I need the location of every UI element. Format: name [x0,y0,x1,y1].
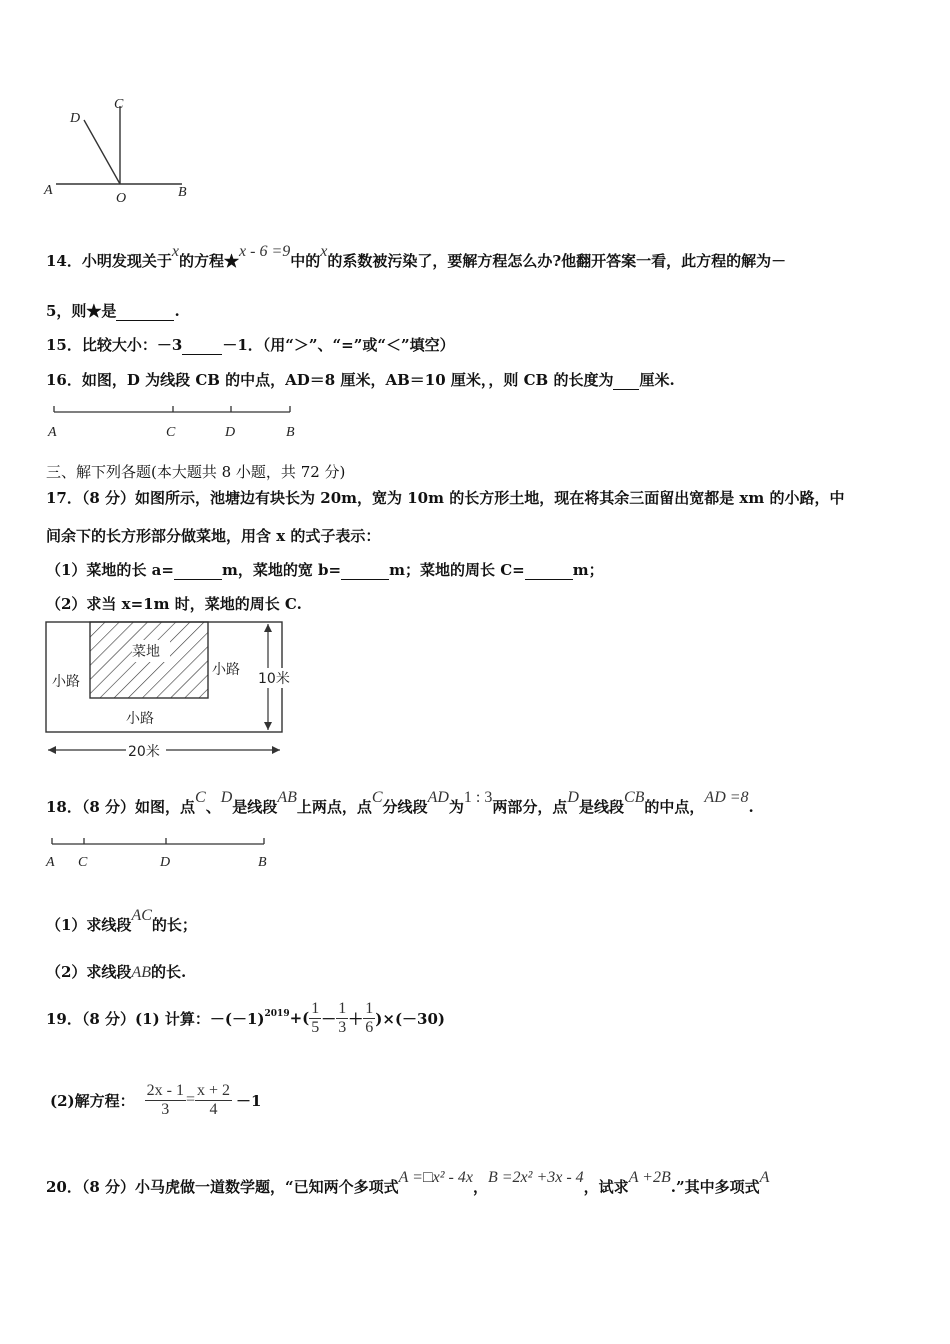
fraction: $\frac{1}{5}$ [311,999,320,1036]
question-19-part-1: 19．（8 分）(1) 计算：－(－1) $^{2019}$ +( $\frac{1}{5}$ － $\frac{1}{3}$ ＋ $\frac{1}{6}$ )×(－30) [46,999,446,1036]
point-label-a: A [44,183,53,198]
path-right-label: 小路 [212,662,240,678]
point-label-d: D [160,855,171,870]
point-label-b: B [286,425,295,440]
question-20: 20．（8 分）小马虎做一道数学题，“已知两个多项式A =□x² - 4x，B =2x² +3x - 4，试求A +2B.”其中多项式A [46,1169,770,1196]
question-18: 18．（8 分）如图，点C、D是线段AB上两点，点C分线段AD为1 : 3两部分，点D是线段CB的中点，AD =8. [46,789,754,816]
segment-figure-18 [40,830,280,874]
answer-blank [174,561,222,580]
point-label-b: B [178,185,187,200]
fraction: $\frac{1}{3}$ [338,999,347,1036]
fraction: $\frac{2x - 1}{3}$ [146,1081,184,1118]
fraction: $\frac{x + 2}{4}$ [197,1081,231,1118]
segment-figure-16 [40,398,310,442]
length-label: 20米 [128,744,160,760]
point-label-a: A [48,425,57,440]
fraction: $\frac{1}{6}$ [365,999,374,1036]
question-16: 16．如图，D 为线段 CB 的中点，AD＝8 厘米，AB＝10 厘米，，则 CB 的长度为 厘米. [46,371,675,389]
answer-blank [116,302,174,321]
point-label-d: D [70,111,81,126]
question-19-part-2: (2)解方程： $\frac{2x - 1}{3}$ = $\frac{x + 2}{4}$ －1 [50,1081,262,1118]
point-label-o: O [116,191,127,206]
answer-blank [341,561,389,580]
question-18-part-1: （1）求线段AC的长； [46,907,197,934]
width-label: 10米 [258,671,290,687]
section-title: 三、解下列各题(本大题共 8 小题，共 72 分) [46,463,346,481]
question-18-part-2: （2）求线段AB的长. [46,963,187,981]
garden-figure [40,616,300,766]
point-label-d: D [225,425,236,440]
question-14-line-1: 14．小明发现关于x的方程★x - 6 =9中的x的系数被污染了，要解方程怎么办?他翻开答案一看，此方程的解为－ [46,243,787,270]
answer-blank [182,336,222,355]
point-label-b: B [258,855,267,870]
angle-figure [40,92,210,212]
answer-blank [525,561,573,580]
question-14-line-2: 5，则★是 . [46,302,180,320]
question-17-line-2: 间余下的长方形部分做菜地，用含 x 的式子表示： [46,527,381,545]
point-label-c: C [78,855,88,870]
question-17-part-1: （1）菜地的长 a= m，菜地的宽 b= m；菜地的周长 C= m； [46,561,604,579]
question-17-line-1: 17．（8 分）如图所示，池塘边有块长为 20m，宽为 10m 的长方形土地，现在将其余三面留出宽都是 xm 的小路，中 [46,489,845,507]
question-15: 15．比较大小：－3 －1．（用“＞”、“=”或“＜”填空） [46,336,455,354]
point-label-a: A [46,855,55,870]
point-label-c: C [166,425,176,440]
path-left-label: 小路 [52,674,80,690]
question-17-part-2: （2）求当 x=1m 时，菜地的周长 C. [46,595,302,613]
answer-blank [613,371,639,390]
garden-label: 菜地 [132,644,160,660]
point-label-c: C [114,97,124,112]
path-bottom-label: 小路 [126,711,154,727]
